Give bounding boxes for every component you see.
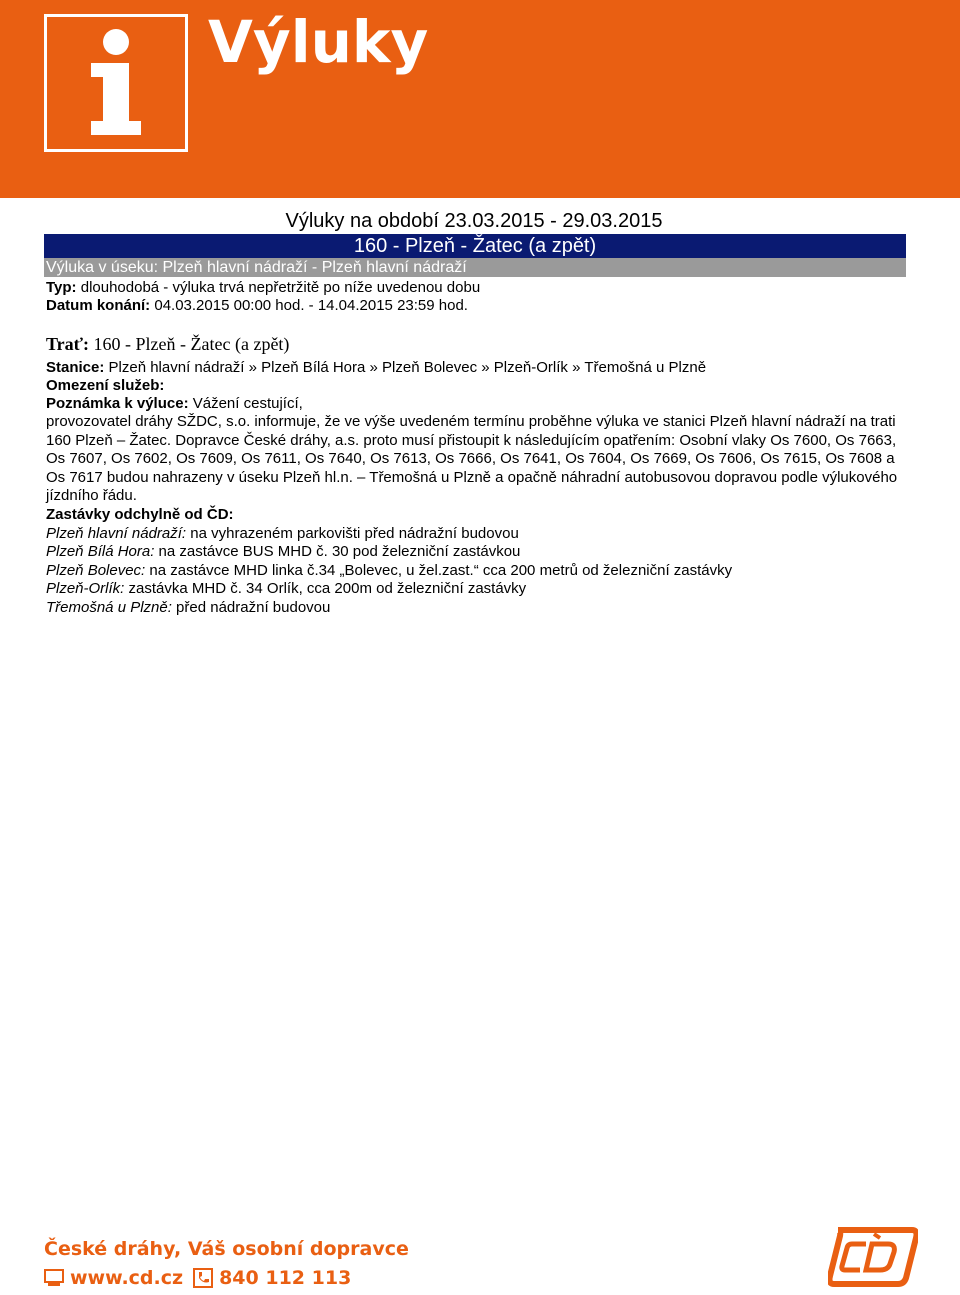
route-bar: 160 - Plzeň - Žatec (a zpět) [44, 234, 906, 258]
trat-value: 160 - Plzeň - Žatec (a zpět) [89, 334, 290, 354]
info-icon [44, 14, 188, 152]
cd-logo [828, 1226, 918, 1288]
stop-item [46, 543, 520, 561]
stations-label: Stanice: [46, 359, 105, 376]
stop-item [46, 525, 519, 543]
date-value: 04.03.2015 00:00 hod. - 14.04.2015 23:59 hod. [150, 297, 468, 314]
note-label: Poznámka k výluce: [46, 395, 189, 412]
trat-label: Trať: [46, 334, 90, 354]
date-label: Datum konání: [46, 297, 151, 314]
type-value: dlouhodobá - výluka trvá nepřetržitě po níže uvedenou dobu [76, 279, 481, 296]
stop-station: Plzeň hlavní nádraží: [46, 525, 187, 542]
stop-station: Třemošná u Plzně: [46, 599, 172, 616]
stations-value: Plzeň hlavní nádraží » Plzeň Bílá Hora » Plzeň Bolevec » Plzeň-Orlík » Třemošná u Plzně [104, 359, 707, 376]
stop-text: před nádražní budovou [171, 599, 331, 616]
restrictions-label: Omezení služeb: [46, 377, 165, 394]
website-link[interactable]: www.cd.cz [70, 1267, 184, 1289]
stops-label: Zastávky odchylně od ČD: [46, 506, 234, 523]
footer-contacts [44, 1266, 351, 1290]
trat-line [46, 333, 289, 355]
stop-item [46, 599, 330, 617]
phone-icon [193, 1268, 213, 1288]
stops-heading [46, 506, 234, 524]
type-line [46, 279, 480, 297]
note-greeting: Vážení cestující, [188, 395, 303, 412]
stop-station: Plzeň Bolevec: [46, 562, 146, 579]
stop-text: na zastávce MHD linka č.34 „Bolevec, u žel.zast.“ cca 200 metrů od železniční zastávky [145, 562, 733, 579]
restrictions-line [46, 377, 164, 395]
page-title: Výluky [208, 8, 429, 76]
note-line [46, 395, 303, 413]
note-body: provozovatel dráhy SŽDC, s.o. informuje, že ve výše uvedeném termínu proběhne výluka ve stanici Plzeň hlavní nádraží na trati 160 Plzeň – Žatec. Dopravce České dráhy, a.s. proto musí přistoupit k následujícím opatřením: Osobní vlaky Os 7600, Os 7663, Os 7607, Os 7602, Os 7609, Os 7611, Os 7640, Os 7613, Os 7666, Os 7641, Os 7604, Os 7669, Os 7606, Os 7615, Os 7608 a Os 7617 budou nahrazeny v úseku Plzeň hl.n. – Třemošná u Plzně a opačně náhradní autobusovou dopravou podle výlukového jízdního řádu. [46, 413, 898, 504]
section-bar: Výluka v úseku: Plzeň hlavní nádraží - Plzeň hlavní nádraží [44, 258, 906, 277]
stop-item [46, 562, 732, 580]
phone-number: 840 112 113 [219, 1267, 352, 1289]
stop-station: Plzeň Bílá Hora: [46, 543, 155, 560]
computer-icon [44, 1268, 64, 1288]
date-line [46, 297, 468, 315]
stop-item [46, 580, 526, 598]
stop-station: Plzeň-Orlík: [46, 580, 125, 597]
stations-line [46, 359, 706, 377]
type-label: Typ: [46, 279, 77, 296]
header-banner [0, 0, 960, 198]
stop-text: na zastávce BUS MHD č. 30 pod železniční zastávkou [154, 543, 521, 560]
period-heading: Výluky na období 23.03.2015 - 29.03.2015 [285, 210, 663, 232]
stop-text: zastávka MHD č. 34 Orlík, cca 200m od železniční zastávky [124, 580, 527, 597]
stop-text: na vyhrazeném parkovišti před nádražní budovou [186, 525, 519, 542]
footer-slogan: České dráhy, Váš osobní dopravce [44, 1238, 409, 1260]
